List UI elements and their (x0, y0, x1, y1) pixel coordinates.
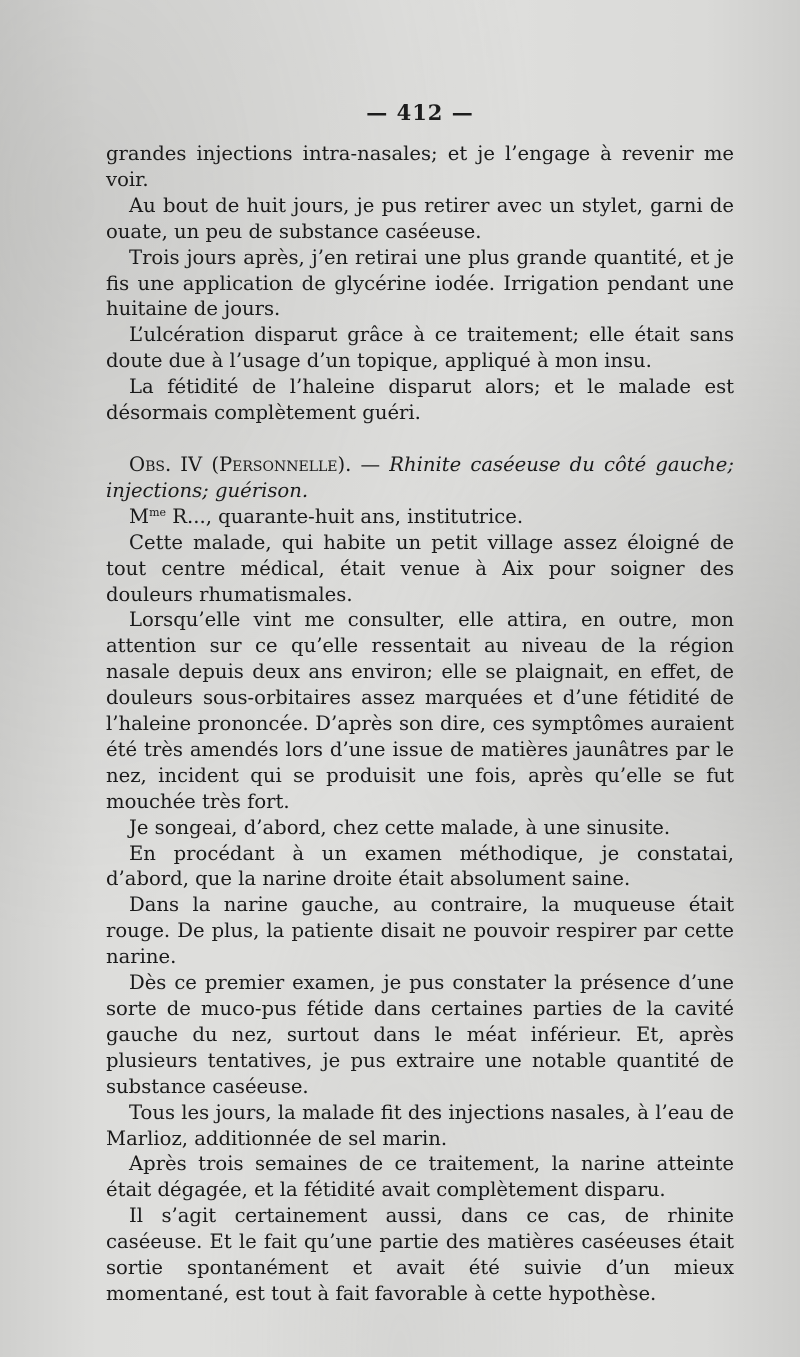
observation-heading (106, 452, 734, 504)
patient-prefix: M (129, 504, 150, 528)
paragraph-glycerine: Trois jours après, j’en retirai une plus grande quantité, et je fis une application de glycérine iodée. Irrigation pendant une huitaine de jours. (106, 245, 734, 321)
observation-label: Obs. IV (Personnelle). (129, 452, 352, 476)
paragraph-muco-pus: Dès ce premier examen, je pus constater la présence d’une sorte de muco-pus fétide dans certaines parties de la cavité gauche du nez, surtout dans le méat inférieur. Et, après plusieurs tentatives, je pus extraire une notable quantité de substance caséeuse. (106, 971, 734, 1098)
patient-superscript: me (149, 505, 167, 519)
page-number: — 412 — (366, 100, 474, 125)
paragraph-examen: En procédant à un examen méthodique, je constatai, d’abord, que la narine droite était absolument saine. (106, 841, 734, 891)
patient-description: R..., quarante-huit ans, institutrice. (166, 504, 524, 528)
paragraph-continuation: grandes injections intra-nasales; et je l’engage à revenir me voir. (106, 142, 734, 191)
paragraph-stylet: Au bout de huit jours, je pus retirer avec un stylet, garni de ouate, un peu de substance caséeuse. (106, 193, 734, 243)
paragraph-sinusite: Je songeai, d’abord, chez cette malade, à une sinusite. (129, 815, 671, 839)
paragraph-conclusion: Il s’agit certainement aussi, dans ce cas, de rhinite caséeuse. Et le fait qu’une partie des matières caséeuses était sortie spontanément et avait été suivie d’un mieux momentané, est tout à fait favorable à cette hypothèse. (106, 1204, 734, 1305)
paragraph-fetidite: La fétidité de l’haleine disparut alors; et le malade est désormais complètement guéri. (106, 375, 734, 425)
paragraph-ulceration: L’ulcération disparut grâce à ce traitement; elle était sans doute due à l’usage d’un topique, appliqué à mon insu. (106, 323, 734, 373)
paragraph-trois-semaines: Après trois semaines de ce traitement, la narine atteinte était dégagée, et la fétidité avait complètement disparu. (106, 1152, 734, 1202)
page-text (106, 141, 734, 1307)
observation-dash: — (351, 452, 390, 476)
section-gap (106, 426, 734, 452)
observation-title: Rhinite caséeuse du côté gauche; injections; guérison. (106, 452, 734, 502)
paragraph-injections: Tous les jours, la malade fit des injections nasales, à l’eau de Marlioz, additionnée de sel marin. (106, 1100, 734, 1150)
paragraph-consultation: Lorsqu’elle vint me consulter, elle attira, en outre, mon attention sur ce qu’elle ressentait au niveau de la région nasale depuis deux ans environ; elle se plaignait, en effet, de douleurs sous-orbitaires assez marquées et d’une fétidité de l’haleine prononcée. D’après son dire, ces symptômes auraient été très amendés lors d’une issue de matières jaunâtres par le nez, incident qui se produisit une fois, après qu’elle se fut mouchée très fort. (106, 608, 734, 813)
paragraph-narine-gauche: Dans la narine gauche, au contraire, la muqueuse était rouge. De plus, la patiente disait ne pouvoir respirer par cette narine. (106, 893, 734, 969)
paragraph-village: Cette malade, qui habite un petit village assez éloigné de tout centre médical, était venue à Aix pour soigner des douleurs rhumatismales. (106, 530, 734, 606)
patient-line (106, 504, 734, 530)
